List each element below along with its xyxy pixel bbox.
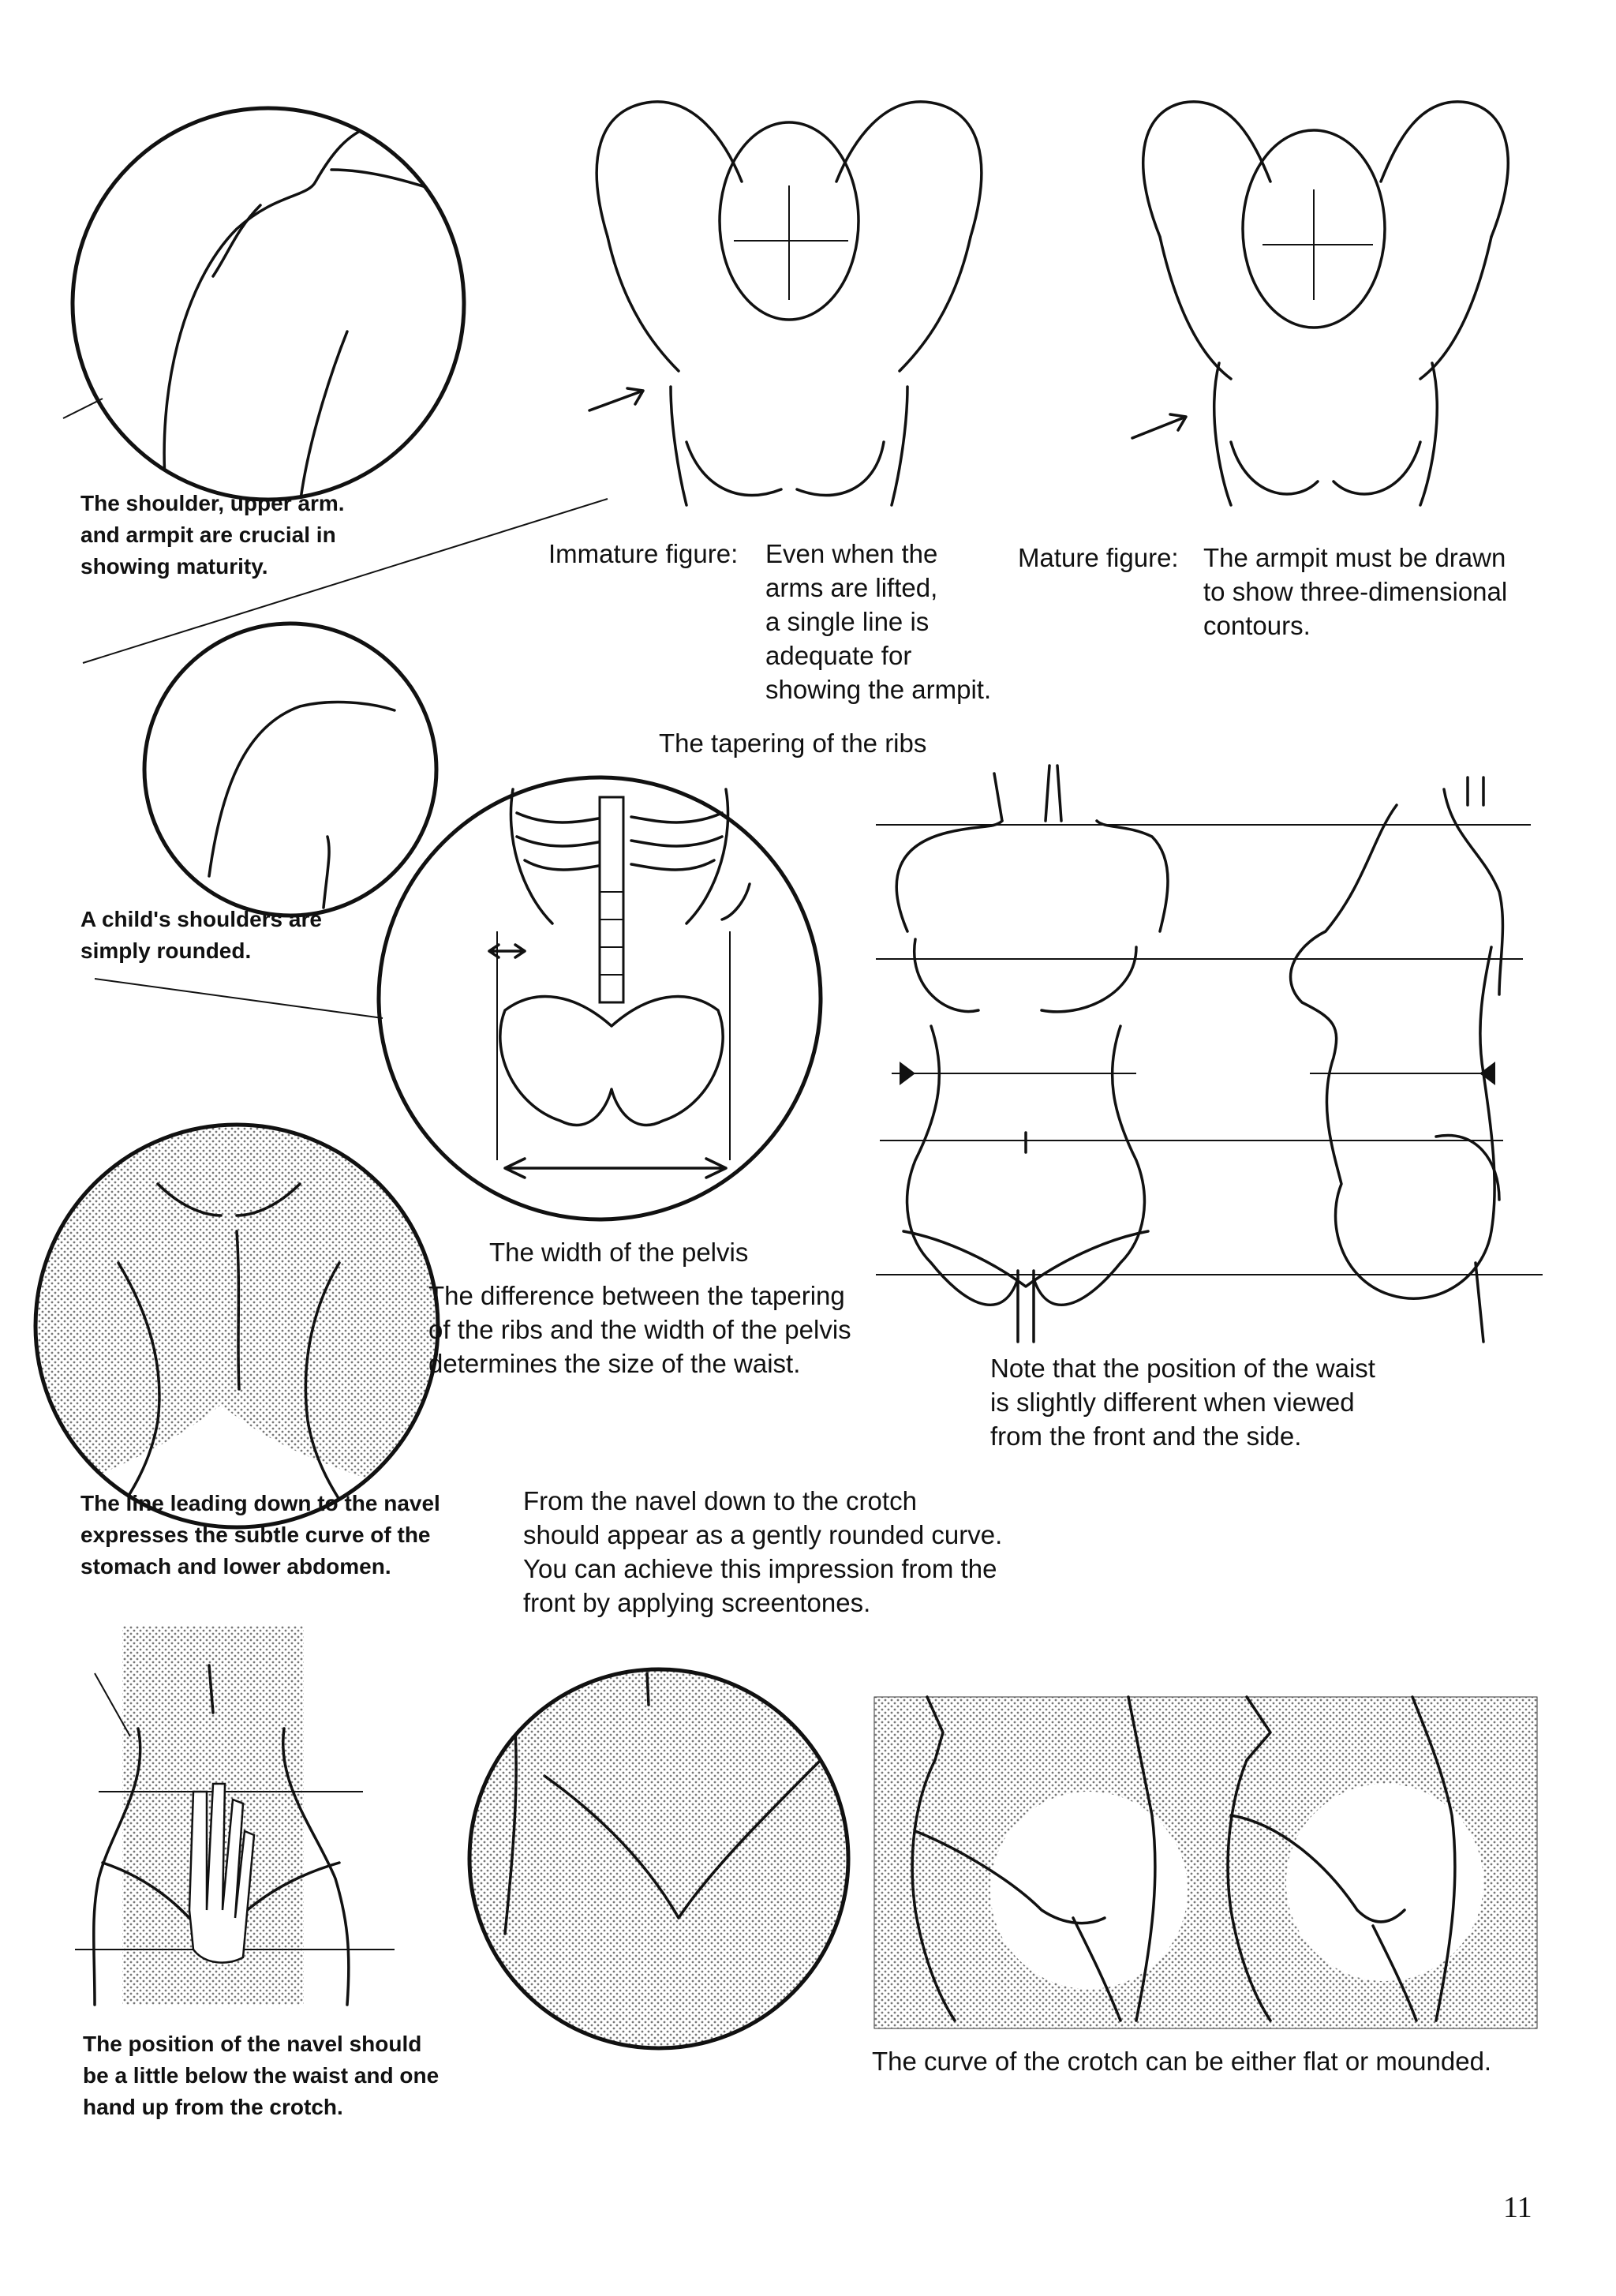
immature-figure-text: Even when the arms are lifted, a single line is adequate for showing the armpit. — [765, 539, 992, 704]
mature-figure-illustration — [1132, 102, 1508, 505]
caption-navel-position: The position of the navel should be a little below the waist and one hand up from the crotch. — [83, 2032, 440, 2119]
page-number: 11 — [1503, 2191, 1532, 2224]
navel-hand-measure-illustration — [75, 1626, 395, 2005]
immature-figure-illustration — [589, 102, 982, 505]
crotch-curve-text: From the navel down to the crotch should appear as a gently rounded curve. You can achieve this impression from the front by applying screentones. — [523, 1486, 1003, 1617]
caption-navel-line: The line leading down to the navel expresses the subtle curve of the stomach and lower abdomen. — [80, 1491, 440, 1579]
ribcage-pelvis-illustration — [379, 777, 821, 1219]
caption-child-shoulders: A child's shoulders are simply rounded. — [80, 907, 322, 963]
crotch-flat-mounded-illustration — [874, 1697, 1537, 2028]
pelvis-width-label: The width of the pelvis — [489, 1238, 749, 1267]
caption-shoulder-maturity: The shoulder, upper arm. and armpit are crucial in showing maturity. — [80, 491, 345, 579]
crotch-flat-mounded-caption: The curve of the crotch can be either flat or mounded. — [872, 2047, 1492, 2076]
ribs-tapering-label: The tapering of the ribs — [659, 729, 927, 758]
waist-position-note: Note that the position of the waist is slightly different when viewed from the front and the side. — [990, 1354, 1375, 1451]
mature-figure-label: Mature figure: — [1018, 543, 1179, 572]
waist-difference-text: The difference between the tapering of the ribs and the width of the pelvis determines the size of the waist. — [428, 1281, 851, 1378]
crotch-curve-closeup-illustration — [466, 1665, 860, 2060]
waist-front-side-illustration — [876, 766, 1543, 1342]
stomach-navel-illustration — [32, 1121, 442, 1531]
mature-figure-text: The armpit must be drawn to show three-dimensional contours. — [1203, 543, 1508, 640]
immature-figure-label: Immature figure: — [548, 539, 739, 568]
